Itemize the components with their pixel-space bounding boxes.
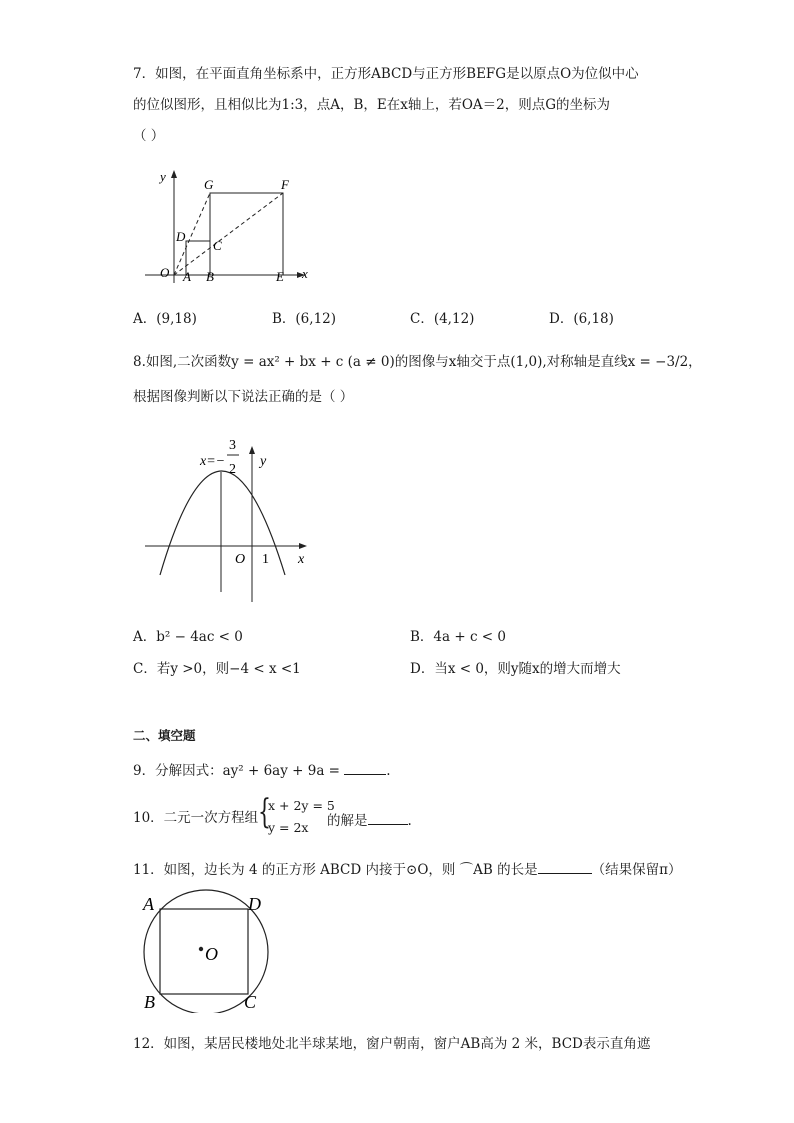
q7-label-c: C <box>213 238 222 253</box>
q10-end: . <box>407 813 412 829</box>
q10-suffix: 的解是 <box>327 813 368 829</box>
q7-line1: 7．如图，在平面直角坐标系中，正方形ABCD与正方形BEFG是以原点O为位似中心 <box>133 66 639 82</box>
q10-eq2: y = 2x <box>268 820 309 835</box>
q11-label-c: C <box>244 992 257 1012</box>
q7-label-e: E <box>276 269 284 284</box>
q11-answer-blank <box>538 861 592 874</box>
q7-label-g: G <box>204 177 214 192</box>
q7-label-y: y <box>160 169 166 184</box>
q8-label-x: x <box>298 552 305 567</box>
q11-text: 11．如图，边长为 4 的正方形 ABCD 内接于⊙O，则 ⌒AB 的长是 <box>133 862 538 878</box>
q7-option-c: C．(4,12) <box>410 311 475 327</box>
q9-end: . <box>386 763 391 779</box>
q8-option-c: C．若y >0，则−4 < x <1 <box>133 661 301 677</box>
q8-line1: 8.如图,二次函数y = ax² + bx + c (a ≠ 0)的图像与x轴交于点(1,0),对称轴是直线x = −3/2， <box>133 354 702 370</box>
q8-line2: 根据图像判断以下说法正确的是（ ） <box>133 389 354 405</box>
q9-text: 9．分解因式：ay² + 6ay + 9a = <box>133 763 345 779</box>
q10-answer-blank <box>368 812 408 825</box>
q11-figure <box>138 888 278 1013</box>
q7-label-f: F <box>281 177 289 192</box>
q11-label-b: B <box>144 992 155 1012</box>
q8-figure <box>140 432 330 607</box>
q7-line2: 的位似图形，且相似比为1:3，点A，B，E在x轴上，若OA＝2，则点G的坐标为 <box>133 97 611 113</box>
q8-label-axis-den: 2 <box>229 462 236 477</box>
q8-label-y: y <box>260 454 267 469</box>
q8-option-d: D．当x < 0，则y随x的增大而增大 <box>410 661 621 677</box>
q10-suffix-line <box>327 812 412 829</box>
q7-label-x: x <box>302 266 308 281</box>
section-title: 二、填空题 <box>133 728 196 743</box>
q8-option-a: A．b² − 4ac < 0 <box>133 629 243 645</box>
q8-label-o: O <box>235 552 246 567</box>
q7-option-a: A．(9,18) <box>133 311 197 327</box>
q12-line1: 12．如图，某居民楼地处北半球某地，窗户朝南，窗户AB高为 2 米，BCD表示直角遮 <box>133 1036 651 1052</box>
q11-label-d: D <box>248 894 261 914</box>
q7-option-d: D．(6,18) <box>549 311 614 327</box>
q10-brace: { <box>258 792 271 832</box>
q7-label-a: A <box>183 269 191 284</box>
q8-label-axis-num: 3 <box>229 438 236 453</box>
q11-label-o: O <box>205 944 218 964</box>
q11-suffix: （结果保留π） <box>591 862 682 878</box>
q8-label-one: 1 <box>262 552 269 567</box>
q7-label-d: D <box>176 229 186 244</box>
q7-label-b: B <box>206 269 214 284</box>
q7-option-b: B．(6,12) <box>272 311 337 327</box>
q8-label-axis: x=− <box>200 454 226 469</box>
q10-eq1: x + 2y = 5 <box>268 798 335 813</box>
q10-prefix: 10．二元一次方程组 <box>133 810 259 826</box>
q11-line <box>133 861 682 878</box>
q11-label-a: A <box>143 894 154 914</box>
q9-answer-blank <box>344 762 386 775</box>
q7-line3: （ ） <box>133 128 165 144</box>
q7-figure <box>140 165 320 285</box>
q9-line <box>133 762 391 779</box>
q7-label-o: O <box>160 265 170 280</box>
q8-option-b: B．4a + c < 0 <box>410 629 506 645</box>
